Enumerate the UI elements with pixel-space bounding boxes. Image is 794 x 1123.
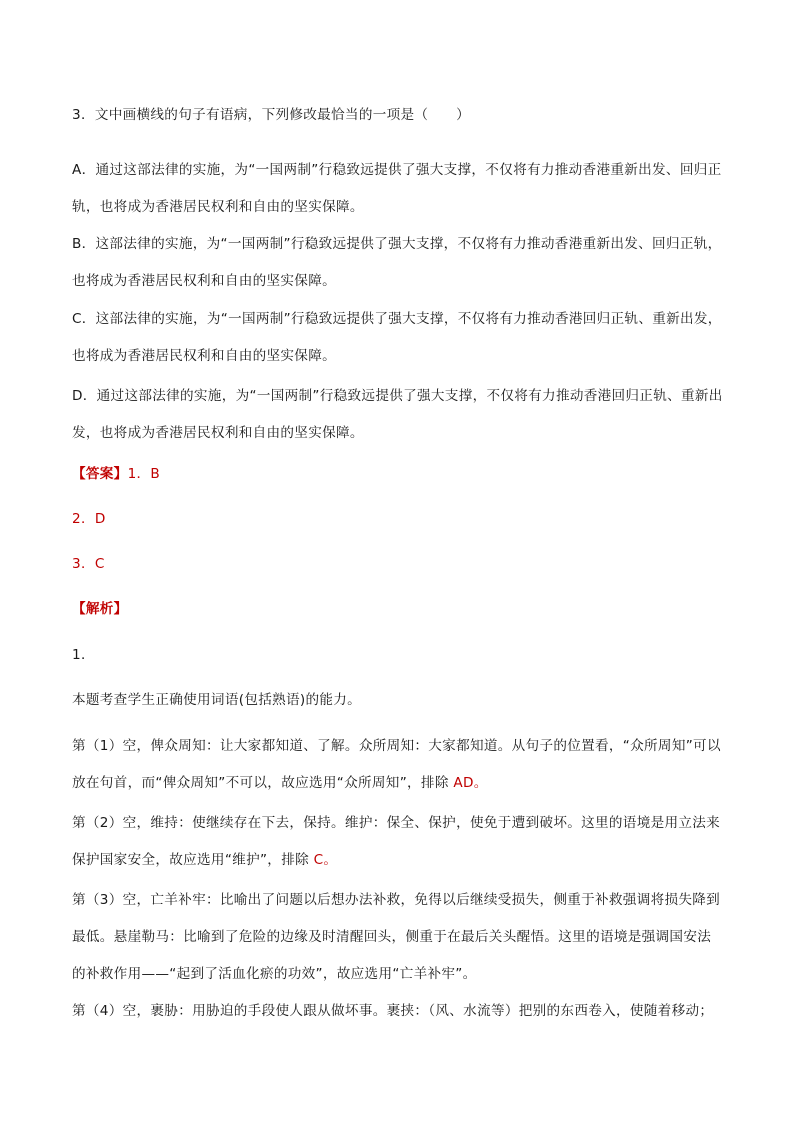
option-a: A．通过这部法律的实施，为“一国两制”行稳致远提供了强大支撑，不仅将有力推动香港重新出发、回归正 轨，也将成为香港居民权利和自由的坚实保障。	[72, 162, 722, 215]
analysis-intro: 本题考查学生正确使用词语(包括熟语)的能力。	[72, 692, 362, 708]
option-d: D．通过这部法律的实施，为“一国两制”行稳致远提供了强大支撑，不仅将有力推动香港回归正轨、重新出 发，也将成为香港居民权利和自由的坚实保障。	[72, 388, 723, 441]
analysis-label: 【解析】	[72, 601, 128, 617]
analysis-para-2: 第（2）空，维持：使继续存在下去，保持。维护：保全、保护，使免于遭到破坏。这里的语境是用立法来 保护国家安全，故应选用“维护”，排除 C。	[72, 815, 721, 868]
analysis-para-4: 第（4）空，裹胁：用胁迫的手段使人跟从做坏事。裹挟：（风、水流等）把别的东西卷入，使随着移动；	[72, 1003, 714, 1019]
option-c: C．这部法律的实施，为“一国两制”行稳致远提供了强大支撑，不仅将有力推动香港回归正轨、重新出发， 也将成为香港居民权利和自由的坚实保障。	[72, 311, 722, 364]
option-b: B．这部法律的实施，为“一国两制”行稳致远提供了强大支撑，不仅将有力推动香港重新出发、回归正轨， 也将成为香港居民权利和自由的坚实保障。	[72, 236, 722, 289]
question-stem: 3．文中画横线的句子有语病，下列修改最恰当的一项是（ ）	[72, 107, 470, 123]
answer-1: 【答案】1．B	[72, 466, 161, 482]
analysis-para-3: 第（3）空，亡羊补牢：比喻出了问题以后想办法补救，免得以后继续受损失，侧重于补救强调将损失降到 最低。悬崖勒马：比喻到了危险的边缘及时清醒回头，侧重于在最后关头醒悟。这里的语境是强调国安法 的补救作用——“起到了活血化瘀的功效”，故应选用“亡羊补牢”。	[72, 892, 721, 982]
answer-label: 【答案】	[72, 466, 128, 482]
analysis-para-1: 第（1）空，俾众周知：让大家都知道、了解。众所周知：大家都知道。从句子的位置看，“众所周知”可以 放在句首，而“俾众周知”不可以，故应选用“众所周知”，排除 AD。	[72, 738, 721, 791]
answer-3: 3．C	[72, 556, 105, 572]
answer-2: 2．D	[72, 511, 106, 527]
analysis-number: 1．	[72, 647, 95, 663]
